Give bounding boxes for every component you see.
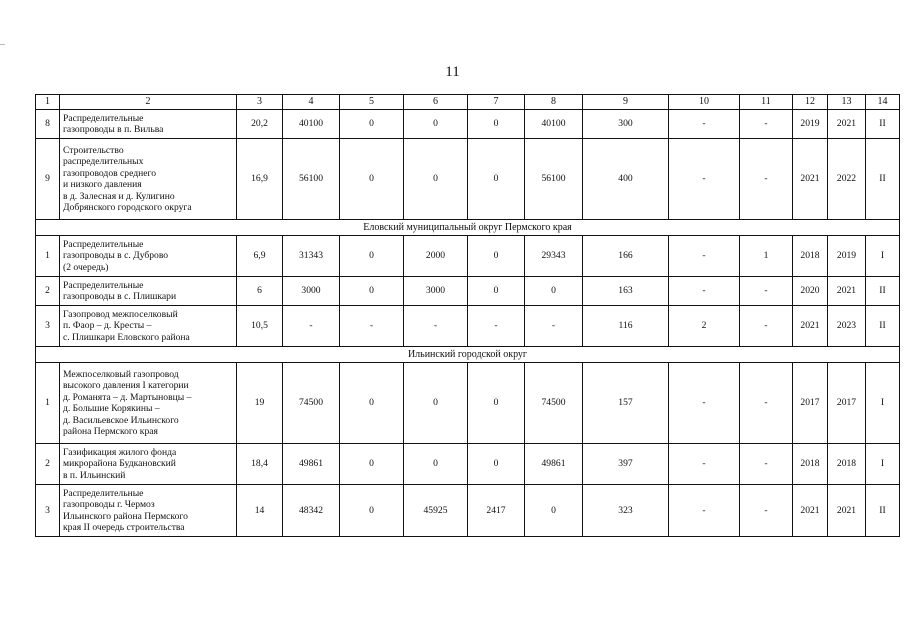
col-header: 14 bbox=[866, 95, 900, 110]
cell-c3: 19 bbox=[237, 363, 283, 444]
cell-c14: II bbox=[866, 139, 900, 220]
cell-c3: 6,9 bbox=[237, 236, 283, 277]
object-name: Распределительные газопроводы г. Чермоз Ильинского района Пермского края II очередь строительства bbox=[60, 485, 237, 537]
cell-c12: 2018 bbox=[793, 444, 828, 485]
cell-c7: 0 bbox=[468, 236, 525, 277]
row-number: 2 bbox=[36, 277, 60, 306]
section-title: Еловский муниципальный округ Пермского края bbox=[36, 220, 900, 236]
cell-c3: 10,5 bbox=[237, 306, 283, 347]
object-name: Газопровод межпоселковый п. Фаор – д. Кресты – с. Плишкари Еловского района bbox=[60, 306, 237, 347]
cell-c14: I bbox=[866, 363, 900, 444]
cell-c9: 163 bbox=[583, 277, 669, 306]
row-number: 3 bbox=[36, 485, 60, 537]
cell-c5: 0 bbox=[340, 110, 404, 139]
cell-c6: 0 bbox=[404, 363, 468, 444]
cell-c5: 0 bbox=[340, 236, 404, 277]
cell-c13: 2018 bbox=[828, 444, 866, 485]
table-row bbox=[36, 110, 900, 139]
cell-c5: 0 bbox=[340, 444, 404, 485]
cell-c11: 1 bbox=[740, 236, 793, 277]
cell-c7: - bbox=[468, 306, 525, 347]
cell-c6: 0 bbox=[404, 139, 468, 220]
table-row bbox=[36, 306, 900, 347]
cell-c11: - bbox=[740, 444, 793, 485]
row-number: 1 bbox=[36, 236, 60, 277]
object-name: Распределительные газопроводы в с. Дуброво (2 очередь) bbox=[60, 236, 237, 277]
col-header: 4 bbox=[283, 95, 340, 110]
cell-c7: 0 bbox=[468, 139, 525, 220]
cell-c8: 40100 bbox=[525, 110, 583, 139]
cell-c13: 2021 bbox=[828, 110, 866, 139]
object-name: Межпоселковый газопровод высокого давления I категории д. Романята – д. Мартыновцы – д. Большие Корякины – д. Васильевское Ильинского района Пермского края bbox=[60, 363, 237, 444]
cell-c11: - bbox=[740, 139, 793, 220]
cell-c6: 3000 bbox=[404, 277, 468, 306]
row-number: 9 bbox=[36, 139, 60, 220]
col-header: 11 bbox=[740, 95, 793, 110]
cell-c14: II bbox=[866, 277, 900, 306]
cell-c12: 2020 bbox=[793, 277, 828, 306]
cell-c10: - bbox=[669, 236, 740, 277]
object-name: Распределительные газопроводы в п. Вильва bbox=[60, 110, 237, 139]
cell-c7: 0 bbox=[468, 444, 525, 485]
cell-c14: II bbox=[866, 110, 900, 139]
cell-c11: - bbox=[740, 277, 793, 306]
section-row-elovsky bbox=[36, 220, 900, 236]
cell-c7: 0 bbox=[468, 110, 525, 139]
page-number: 11 bbox=[445, 64, 460, 80]
section-row-ilyinsky bbox=[36, 347, 900, 363]
cell-c8: 0 bbox=[525, 485, 583, 537]
cell-c4: - bbox=[283, 306, 340, 347]
cell-c14: II bbox=[866, 306, 900, 347]
cell-c7: 0 bbox=[468, 363, 525, 444]
cell-c10: - bbox=[669, 444, 740, 485]
cell-c10: - bbox=[669, 139, 740, 220]
col-header: 1 bbox=[36, 95, 60, 110]
cell-c6: 2000 bbox=[404, 236, 468, 277]
row-number: 1 bbox=[36, 363, 60, 444]
cell-c3: 18,4 bbox=[237, 444, 283, 485]
cell-c14: I bbox=[866, 236, 900, 277]
cell-c3: 14 bbox=[237, 485, 283, 537]
table-row bbox=[36, 139, 900, 220]
cell-c12: 2021 bbox=[793, 485, 828, 537]
object-name: Строительство распределительных газопроводов среднего и низкого давления в д. Залесная и д. Кулигино Добрянского городского округа bbox=[60, 139, 237, 220]
cell-c13: 2023 bbox=[828, 306, 866, 347]
cell-c4: 40100 bbox=[283, 110, 340, 139]
cell-c6: - bbox=[404, 306, 468, 347]
table-row bbox=[36, 363, 900, 444]
col-header: 6 bbox=[404, 95, 468, 110]
cell-c14: I bbox=[866, 444, 900, 485]
table-row bbox=[36, 236, 900, 277]
cell-c4: 48342 bbox=[283, 485, 340, 537]
cell-c3: 16,9 bbox=[237, 139, 283, 220]
cell-c8: 56100 bbox=[525, 139, 583, 220]
cell-c5: 0 bbox=[340, 139, 404, 220]
cell-c8: 29343 bbox=[525, 236, 583, 277]
col-header: 7 bbox=[468, 95, 525, 110]
cell-c9: 116 bbox=[583, 306, 669, 347]
cell-c13: 2021 bbox=[828, 485, 866, 537]
cell-c3: 6 bbox=[237, 277, 283, 306]
cell-c11: - bbox=[740, 110, 793, 139]
cell-c11: - bbox=[740, 363, 793, 444]
cell-c9: 300 bbox=[583, 110, 669, 139]
cell-c11: - bbox=[740, 485, 793, 537]
column-number-header-row bbox=[36, 95, 900, 110]
cell-c7: 0 bbox=[468, 277, 525, 306]
cell-c14: II bbox=[866, 485, 900, 537]
scan-margin-mark bbox=[0, 44, 5, 45]
cell-c12: 2018 bbox=[793, 236, 828, 277]
cell-c5: 0 bbox=[340, 277, 404, 306]
row-number: 8 bbox=[36, 110, 60, 139]
cell-c12: 2021 bbox=[793, 306, 828, 347]
cell-c8: 0 bbox=[525, 277, 583, 306]
gas-pipeline-table bbox=[35, 94, 900, 537]
cell-c6: 45925 bbox=[404, 485, 468, 537]
table-row bbox=[36, 277, 900, 306]
col-header: 2 bbox=[60, 95, 237, 110]
cell-c10: - bbox=[669, 277, 740, 306]
col-header: 12 bbox=[793, 95, 828, 110]
object-name: Газификация жилого фонда микрорайона Будкановский в п. Ильинский bbox=[60, 444, 237, 485]
cell-c9: 166 bbox=[583, 236, 669, 277]
col-header: 3 bbox=[237, 95, 283, 110]
cell-c7: 2417 bbox=[468, 485, 525, 537]
cell-c4: 74500 bbox=[283, 363, 340, 444]
cell-c12: 2021 bbox=[793, 139, 828, 220]
cell-c9: 400 bbox=[583, 139, 669, 220]
cell-c12: 2019 bbox=[793, 110, 828, 139]
cell-c13: 2017 bbox=[828, 363, 866, 444]
cell-c8: - bbox=[525, 306, 583, 347]
cell-c9: 397 bbox=[583, 444, 669, 485]
table-row bbox=[36, 485, 900, 537]
cell-c13: 2021 bbox=[828, 277, 866, 306]
col-header: 9 bbox=[583, 95, 669, 110]
cell-c10: - bbox=[669, 485, 740, 537]
cell-c10: 2 bbox=[669, 306, 740, 347]
col-header: 5 bbox=[340, 95, 404, 110]
cell-c12: 2017 bbox=[793, 363, 828, 444]
cell-c11: - bbox=[740, 306, 793, 347]
cell-c5: 0 bbox=[340, 485, 404, 537]
cell-c4: 3000 bbox=[283, 277, 340, 306]
cell-c9: 323 bbox=[583, 485, 669, 537]
cell-c4: 31343 bbox=[283, 236, 340, 277]
col-header: 8 bbox=[525, 95, 583, 110]
col-header: 10 bbox=[669, 95, 740, 110]
cell-c5: 0 bbox=[340, 363, 404, 444]
cell-c8: 74500 bbox=[525, 363, 583, 444]
row-number: 3 bbox=[36, 306, 60, 347]
object-name: Распределительные газопроводы в с. Плишкари bbox=[60, 277, 237, 306]
cell-c4: 49861 bbox=[283, 444, 340, 485]
table-row bbox=[36, 444, 900, 485]
cell-c8: 49861 bbox=[525, 444, 583, 485]
cell-c13: 2022 bbox=[828, 139, 866, 220]
col-header: 13 bbox=[828, 95, 866, 110]
cell-c10: - bbox=[669, 110, 740, 139]
cell-c9: 157 bbox=[583, 363, 669, 444]
cell-c3: 20,2 bbox=[237, 110, 283, 139]
row-number: 2 bbox=[36, 444, 60, 485]
cell-c6: 0 bbox=[404, 110, 468, 139]
cell-c5: - bbox=[340, 306, 404, 347]
cell-c13: 2019 bbox=[828, 236, 866, 277]
cell-c4: 56100 bbox=[283, 139, 340, 220]
cell-c6: 0 bbox=[404, 444, 468, 485]
cell-c10: - bbox=[669, 363, 740, 444]
section-title: Ильинский городской округ bbox=[36, 347, 900, 363]
